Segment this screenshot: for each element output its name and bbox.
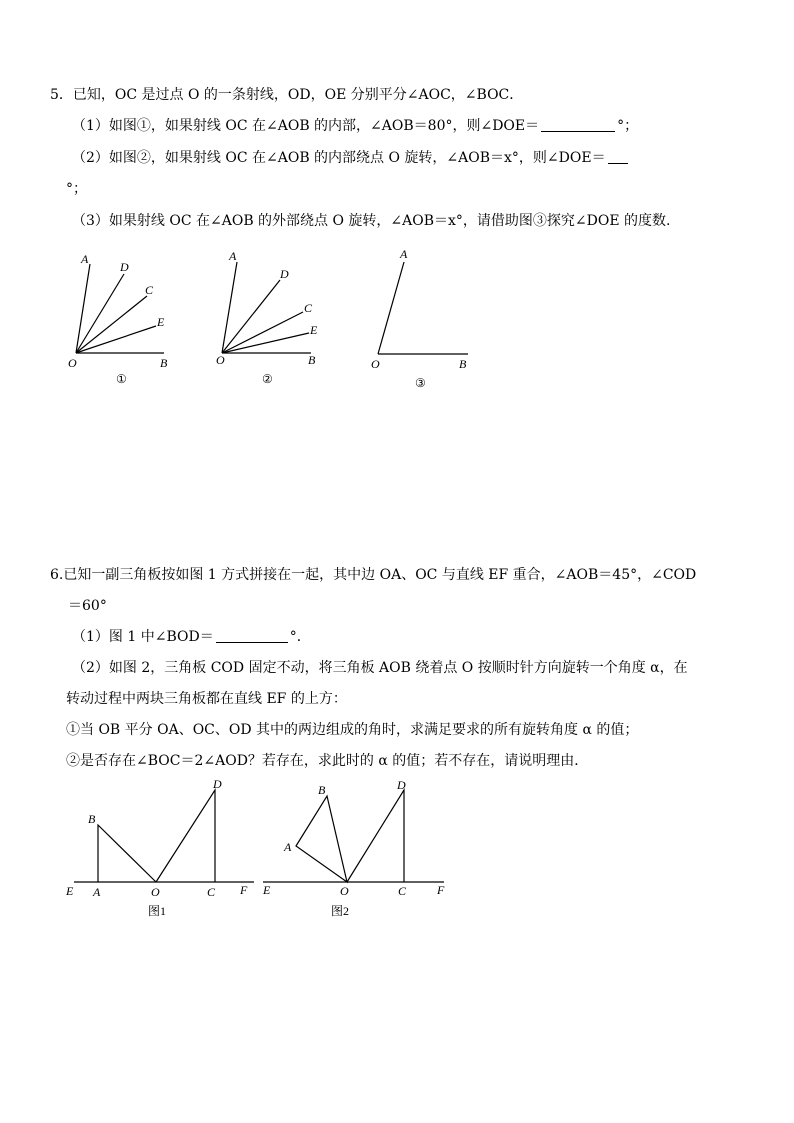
label-o: O bbox=[371, 357, 380, 371]
label-o: O bbox=[151, 885, 160, 899]
figure-1-caption: ① bbox=[116, 372, 127, 386]
label-a: A bbox=[400, 247, 408, 261]
label-f: F bbox=[437, 883, 445, 897]
label-a: A bbox=[81, 252, 89, 266]
figure-3-caption: ③ bbox=[415, 376, 426, 390]
triangle-cod bbox=[347, 790, 404, 882]
q5-stem: 5．已知，OC 是过点 O 的一条射线，OD，OE 分别平分∠AOC，∠BOC． bbox=[50, 87, 524, 103]
figure-3 bbox=[378, 262, 468, 354]
q6-part2: （2）如图 2，三角板 COD 固定不动，将三角板 AOB 绕着点 O 按顺时针方向旋转一个角度 α，在 bbox=[72, 660, 688, 676]
label-c: C bbox=[145, 283, 154, 297]
label-e: E bbox=[157, 315, 165, 329]
q6-sub2: ②是否存在∠BOC＝2∠AOD？若存在，求此时的 α 的值；若不存在，请说明理由． bbox=[66, 753, 589, 769]
q5-part2 bbox=[72, 149, 630, 167]
label-d: D bbox=[280, 267, 289, 281]
figure-6-1 bbox=[74, 790, 254, 882]
ray-oa bbox=[76, 264, 90, 353]
label-d: D bbox=[120, 260, 129, 274]
label-e: E bbox=[310, 323, 318, 337]
label-a: A bbox=[229, 249, 237, 263]
q5-part2-text: （2）如图②，如果射线 OC 在∠AOB 的内部绕点 O 旋转，∠AOB＝x°，则∠DOE＝ bbox=[72, 150, 606, 166]
q6-sub1: ①当 OB 平分 OA、OC、OD 其中的两边组成的角时，求满足要求的所有旋转角度 α 的值； bbox=[66, 722, 639, 738]
label-d: D bbox=[213, 777, 222, 791]
q5-part1-unit: °； bbox=[617, 118, 639, 134]
triangle-cod bbox=[156, 790, 215, 882]
figure-2 bbox=[222, 262, 311, 353]
label-a: A bbox=[284, 840, 292, 854]
label-o: O bbox=[216, 353, 225, 367]
label-e: E bbox=[66, 884, 74, 898]
ray-oa bbox=[222, 262, 237, 353]
label-c: C bbox=[207, 885, 216, 899]
triangle-aob bbox=[296, 796, 347, 882]
figure-6-1-caption: 图1 bbox=[148, 904, 167, 918]
triangle-aob bbox=[98, 825, 156, 882]
label-f: F bbox=[240, 883, 248, 897]
figure-6-2 bbox=[263, 790, 444, 882]
ray-oc bbox=[222, 312, 303, 353]
label-b: B bbox=[318, 783, 326, 797]
q6-part2-cont: 转动过程中两块三角板都在直线 EF 的上方： bbox=[66, 691, 347, 707]
label-c: C bbox=[304, 301, 313, 315]
label-b: B bbox=[160, 356, 168, 370]
label-d: D bbox=[397, 778, 406, 792]
q6-part1 bbox=[72, 628, 311, 646]
figure-2-caption: ② bbox=[262, 372, 273, 386]
q6-part1-unit: °． bbox=[289, 629, 311, 645]
q6-figures bbox=[0, 772, 794, 922]
ray-od bbox=[76, 274, 124, 353]
ray-oc bbox=[76, 296, 147, 353]
q5-figures bbox=[0, 240, 794, 400]
q6-part1-text: （1）图 1 中∠BOD＝ bbox=[72, 629, 214, 645]
label-b: B bbox=[459, 357, 467, 371]
q5-part1-text: （1）如图①，如果射线 OC 在∠AOB 的内部，∠AOB＝80°，则∠DOE＝ bbox=[72, 118, 540, 134]
q5-part1 bbox=[72, 117, 638, 135]
q6-stem-cont: ＝60° bbox=[68, 598, 107, 614]
label-a: A bbox=[93, 885, 101, 899]
label-o: O bbox=[340, 884, 349, 898]
q5-part2-unit: °； bbox=[66, 181, 87, 197]
ray-oe bbox=[76, 326, 156, 353]
ray-oa bbox=[378, 262, 404, 354]
q5-part3: （3）如果射线 OC 在∠AOB 的外部绕点 O 旋转，∠AOB＝x°，请借助图③探究∠DOE 的度数. bbox=[72, 213, 671, 229]
label-e: E bbox=[263, 883, 271, 897]
label-b: B bbox=[88, 812, 96, 826]
q6-part1-blank[interactable] bbox=[216, 628, 288, 643]
label-c: C bbox=[398, 884, 407, 898]
label-o: O bbox=[68, 356, 77, 370]
figure-6-2-caption: 图2 bbox=[331, 904, 350, 918]
q6-stem: 6.已知一副三角板按如图 1 方式拼接在一起，其中边 OA、OC 与直线 EF 重合，∠AOB＝45°，∠COD bbox=[50, 567, 697, 583]
q5-part1-blank[interactable] bbox=[541, 117, 615, 132]
label-b: B bbox=[308, 353, 316, 367]
figure-1 bbox=[76, 264, 164, 353]
q5-part2-blank[interactable] bbox=[608, 149, 628, 164]
